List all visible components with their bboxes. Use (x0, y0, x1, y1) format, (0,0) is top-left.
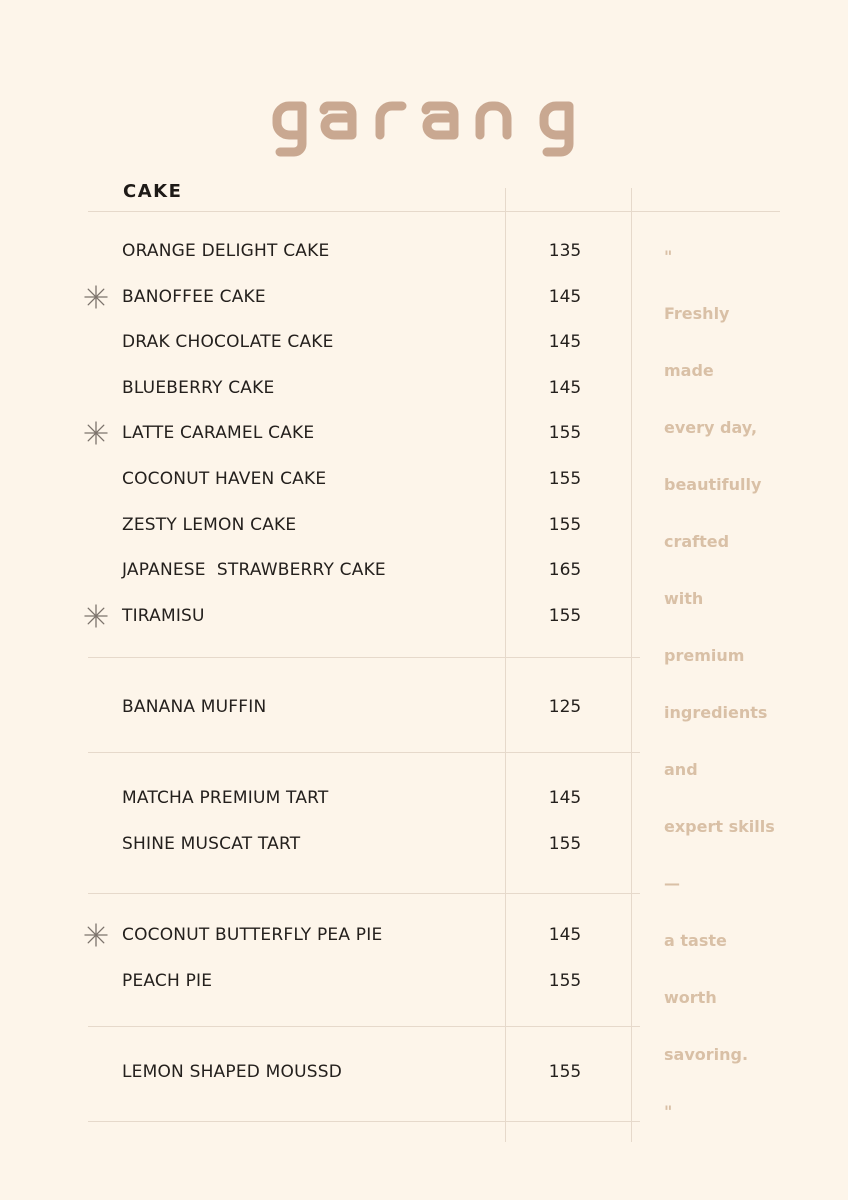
menu-item-price: 135 (548, 241, 582, 261)
menu-item-name: BLUEBERRY CAKE (122, 377, 275, 398)
menu-item-name: JAPANESE STRAWBERRY CAKE (122, 560, 386, 581)
quote-column-divider (631, 188, 632, 1142)
quote-line: Freshly (664, 304, 730, 323)
quote-line: — (664, 874, 680, 893)
menu-item-name: PEACH PIE (122, 970, 213, 991)
menu-item-name: MATCHA PREMIUM TART (122, 788, 329, 808)
menu-item-name: ZESTY LEMON CAKE (122, 514, 297, 535)
quote-line: beautifully (664, 475, 762, 494)
menu-item-name: ORANGE DELIGHT CAKE (122, 241, 330, 261)
price-column-divider (505, 188, 506, 1142)
menu-item-price: 155 (548, 605, 582, 626)
menu-item-price: 125 (548, 697, 582, 717)
brand-logo (0, 84, 848, 164)
menu-item-name: TIRAMISU (122, 605, 205, 626)
asterisk-star-icon (84, 421, 108, 445)
menu-item-price: 155 (548, 1062, 582, 1082)
group-divider (88, 1026, 640, 1027)
asterisk-star-icon (84, 604, 108, 628)
asterisk-star-icon (84, 923, 108, 947)
menu-item-price: 145 (548, 377, 582, 398)
menu-item-name: LATTE CARAMEL CAKE (122, 423, 315, 444)
menu-item-price: 145 (548, 788, 582, 808)
group-divider (88, 657, 640, 658)
quote-line: worth (664, 988, 717, 1007)
quote-line: every day, (664, 418, 758, 437)
menu-item-price: 145 (548, 332, 582, 353)
asterisk-star-icon (84, 285, 108, 309)
group-divider (88, 893, 640, 894)
quote-line: premium (664, 646, 745, 665)
menu-item-name: COCONUT HAVEN CAKE (122, 469, 327, 489)
quote-line: " (664, 1102, 673, 1121)
menu-item-name: BANOFFEE CAKE (122, 286, 266, 307)
menu-item-price: 155 (548, 514, 582, 535)
quote-line: " (664, 247, 673, 266)
quote-line: crafted (664, 532, 730, 551)
menu-item-price: 145 (548, 286, 582, 307)
menu-item-name: COCONUT BUTTERFLY PEA PIE (122, 925, 383, 945)
brand-logo-wordmark (0, 84, 848, 164)
quote-line: a taste (664, 931, 727, 950)
menu-item-price: 155 (548, 423, 582, 444)
group-divider (88, 1121, 640, 1122)
menu-item-name: SHINE MUSCAT TART (122, 833, 301, 854)
menu-item-name: BANANA MUFFIN (122, 697, 267, 717)
menu-item-name: LEMON SHAPED MOUSSD (122, 1062, 343, 1082)
menu-item-name: DRAK CHOCOLATE CAKE (122, 332, 334, 353)
menu-item-price: 155 (548, 469, 582, 489)
section-title: CAKE (123, 181, 183, 202)
header-divider (88, 211, 780, 212)
quote-line: with (664, 589, 704, 608)
group-divider (88, 752, 640, 753)
quote-line: expert skills (664, 817, 775, 836)
quote-line: savoring. (664, 1045, 749, 1064)
menu-item-price: 165 (548, 560, 582, 581)
quote-line: made (664, 361, 714, 380)
quote-line: ingredients (664, 703, 768, 722)
quote-line: and (664, 760, 698, 779)
menu-item-price: 155 (548, 833, 582, 854)
menu-item-price: 155 (548, 970, 582, 991)
menu-item-price: 145 (548, 925, 582, 945)
